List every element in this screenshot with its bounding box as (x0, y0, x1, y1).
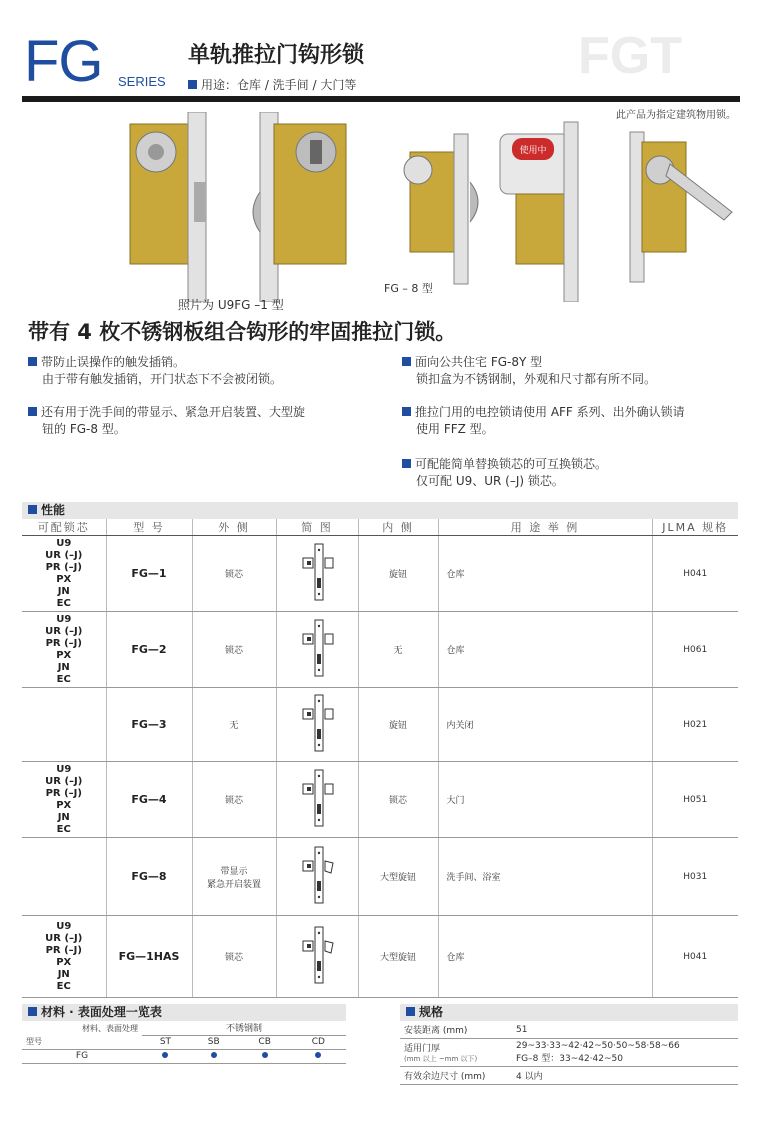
compat-item: EC (56, 597, 71, 609)
lock-diagram-icon (295, 693, 339, 753)
lock-diagram-icon (295, 845, 339, 905)
performance-heading: 性能 (22, 502, 738, 519)
table-row (22, 838, 738, 916)
mark-sb (189, 1049, 239, 1063)
square-bullet-icon (402, 407, 411, 416)
feature-right-3 (402, 456, 742, 490)
available-dot-icon (211, 1052, 217, 1058)
specs-section (400, 1004, 738, 1085)
feature-right-2 (402, 404, 742, 438)
use-cell: 内关闭 (438, 688, 652, 762)
square-bullet-icon (406, 1007, 415, 1016)
compat-item: U9 (56, 920, 72, 932)
feature-title: 可配能简单替换锁芯的可互换锁芯。 (415, 457, 608, 471)
feature-title: 带防止误操作的触发插销。 (41, 355, 186, 369)
finish-cb: CB (239, 1035, 291, 1049)
inside-cell: 大型旋钮 (358, 916, 438, 998)
spec-label: 有效余边尺寸 (mm) (400, 1067, 516, 1085)
outside-cell: 带显示 紧急开启装置 (192, 838, 276, 916)
feature-left-1 (28, 354, 388, 388)
compat-item: JN (57, 585, 70, 597)
compat-cell (22, 688, 106, 762)
square-bullet-icon (28, 1007, 37, 1016)
materials-model: FG (22, 1049, 142, 1063)
compat-item: PX (56, 956, 72, 968)
compat-item: PR (–J) (45, 944, 82, 956)
lock-photo-3 (404, 134, 478, 284)
model-cell: FG—2 (106, 612, 192, 688)
compat-item: U9 (56, 537, 72, 549)
compat-item: JN (57, 968, 70, 980)
col-diagram: 简 图 (276, 519, 358, 536)
compat-item: PX (56, 573, 72, 585)
inside-cell: 无 (358, 612, 438, 688)
feature-title: 还有用于洗手间的带显示、紧急开启装置、大型旋 (41, 405, 306, 419)
square-bullet-icon (28, 357, 37, 366)
compat-cell (22, 762, 106, 838)
mark-cd (291, 1049, 346, 1063)
col-inside: 内 侧 (358, 519, 438, 536)
feature-detail: 钮的 FG-8 型。 (42, 422, 126, 436)
occupied-badge-text: 使用中 (519, 146, 547, 156)
finish-sb: SB (189, 1035, 239, 1049)
square-bullet-icon (28, 505, 37, 514)
table-row (22, 688, 738, 762)
model-cell: FG—1 (106, 536, 192, 612)
diagram-cell (276, 688, 358, 762)
feature-detail: 使用 FFZ 型。 (416, 422, 494, 436)
square-bullet-icon (28, 407, 37, 416)
designated-note: 此产品为指定建筑物用锁。 (616, 110, 736, 121)
table-row (400, 1021, 738, 1039)
table-row (400, 1067, 738, 1085)
compat-item: JN (57, 661, 70, 673)
jlma-cell: H061 (652, 612, 738, 688)
table-row (22, 916, 738, 998)
compat-item: UR (–J) (45, 625, 83, 637)
col-compat: 可配锁芯 (22, 519, 106, 536)
ghost-watermark: FGT (578, 27, 682, 85)
outside-cell: 锁芯 (192, 916, 276, 998)
available-dot-icon (162, 1052, 168, 1058)
performance-table (22, 519, 738, 998)
feature-left-2 (28, 404, 388, 438)
spec-label: 适用门厚 (mm 以上 ~mm 以下) (400, 1039, 516, 1067)
lock-diagram-icon (295, 542, 339, 602)
col-model: 型 号 (106, 519, 192, 536)
table-header-row (22, 519, 738, 536)
model-cell: FG—4 (106, 762, 192, 838)
lock-photo-4 (500, 122, 578, 302)
table-row (400, 1039, 738, 1067)
series-code: FG (24, 29, 103, 94)
mark-cb (239, 1049, 291, 1063)
diagram-cell (276, 838, 358, 916)
inside-cell: 旋钮 (358, 688, 438, 762)
feature-title: 面向公共住宅 FG-8Y 型 (415, 355, 543, 369)
lock-photo-2 (253, 112, 346, 302)
diagram-cell (276, 536, 358, 612)
compat-cell (22, 536, 106, 612)
use-cell: 仓库 (438, 916, 652, 998)
feature-detail: 仅可配 U9、UR (–J) 锁芯。 (416, 474, 564, 488)
compat-item: U9 (56, 613, 72, 625)
outside-cell: 无 (192, 688, 276, 762)
compat-item: UR (–J) (45, 932, 83, 944)
inside-cell: 大型旋钮 (358, 838, 438, 916)
lock-photo-1 (130, 112, 206, 302)
finish-st: ST (142, 1035, 189, 1049)
use-cell: 仓库 (438, 536, 652, 612)
lock-diagram-icon (295, 925, 339, 985)
photo-caption-left: 照片为 U9FG –1 型 (178, 298, 284, 312)
use-cell: 仓库 (438, 612, 652, 688)
usage-text: 用途：仓库 / 洗手间 / 大门等 (201, 78, 357, 92)
compat-item: EC (56, 673, 71, 685)
compat-item: PX (56, 799, 72, 811)
finish-cd: CD (291, 1035, 346, 1049)
compat-item: JN (57, 811, 70, 823)
page-title: 单轨推拉门钩形锁 (188, 43, 365, 68)
spec-label: 安装距离 (mm) (400, 1021, 516, 1039)
feature-right-1 (402, 354, 742, 388)
inside-cell: 旋钮 (358, 536, 438, 612)
model-cell: FG—8 (106, 838, 192, 916)
square-bullet-icon (188, 80, 197, 89)
outside-cell: 锁芯 (192, 762, 276, 838)
diagram-cell (276, 612, 358, 688)
mark-st (142, 1049, 189, 1063)
table-row (22, 1049, 346, 1063)
compat-cell (22, 916, 106, 998)
feature-title: 推拉门用的电控锁请使用 AFF 系列、出外确认锁请 (415, 405, 685, 419)
use-cell: 洗手间、浴室 (438, 838, 652, 916)
materials-table (22, 1021, 346, 1064)
specs-table (400, 1021, 738, 1085)
spec-value: 29~33·33~42·42~50·50~58·58~66 FG–8 型：33~42·42~50 (516, 1039, 738, 1067)
col-jlma: JLMA 规格 (652, 519, 738, 536)
use-cell: 大门 (438, 762, 652, 838)
jlma-cell: H031 (652, 838, 738, 916)
col-outside: 外 侧 (192, 519, 276, 536)
table-row (22, 536, 738, 612)
headline: 带有 4 枚不锈钢板组合钩形的牢固推拉门锁。 (28, 320, 457, 344)
inside-cell: 锁芯 (358, 762, 438, 838)
product-photos (120, 112, 740, 302)
materials-group: 不锈钢制 (142, 1021, 346, 1035)
usage-line (188, 76, 356, 93)
photo-caption-right: FG – 8 型 (384, 282, 433, 295)
model-cell: FG—1HAS (106, 916, 192, 998)
materials-corner-bottom: 型号 (22, 1035, 142, 1049)
model-cell: FG—3 (106, 688, 192, 762)
compat-item: UR (–J) (45, 775, 83, 787)
compat-cell (22, 612, 106, 688)
spec-value: 4 以内 (516, 1067, 738, 1085)
compat-item: UR (–J) (45, 549, 83, 561)
spec-value: 51 (516, 1021, 738, 1039)
specs-heading: 规格 (400, 1004, 738, 1021)
col-use: 用 途 举 例 (438, 519, 652, 536)
compat-item: PR (–J) (45, 561, 82, 573)
compat-item: PR (–J) (45, 787, 82, 799)
feature-detail: 锁扣盒为不锈钢制，外观和尺寸都有所不同。 (416, 372, 657, 386)
compat-item: U9 (56, 763, 72, 775)
outside-cell: 锁芯 (192, 536, 276, 612)
square-bullet-icon (402, 357, 411, 366)
lock-diagram-icon (295, 768, 339, 828)
table-row (22, 612, 738, 688)
compat-item: EC (56, 980, 71, 992)
jlma-cell: H051 (652, 762, 738, 838)
materials-section (22, 1004, 346, 1064)
available-dot-icon (315, 1052, 321, 1058)
materials-corner-top: 材料、表面处理 (82, 1023, 138, 1033)
jlma-cell: H021 (652, 688, 738, 762)
square-bullet-icon (402, 459, 411, 468)
jlma-cell: H041 (652, 916, 738, 998)
lock-photo-5 (630, 132, 732, 282)
header-rule (22, 96, 740, 102)
feature-detail: 由于带有触发插销，开门状态下不会被闭锁。 (42, 372, 283, 386)
diagram-cell (276, 916, 358, 998)
jlma-cell: H041 (652, 536, 738, 612)
materials-heading: 材料 · 表面处理一览表 (22, 1004, 346, 1021)
compat-item: PX (56, 649, 72, 661)
compat-item: PR (–J) (45, 637, 82, 649)
available-dot-icon (262, 1052, 268, 1058)
lock-diagram-icon (295, 618, 339, 678)
diagram-cell (276, 762, 358, 838)
table-row (22, 762, 738, 838)
performance-section (22, 502, 738, 998)
outside-cell: 锁芯 (192, 612, 276, 688)
series-label: SERIES (118, 74, 166, 89)
compat-item: EC (56, 823, 71, 835)
compat-cell (22, 838, 106, 916)
